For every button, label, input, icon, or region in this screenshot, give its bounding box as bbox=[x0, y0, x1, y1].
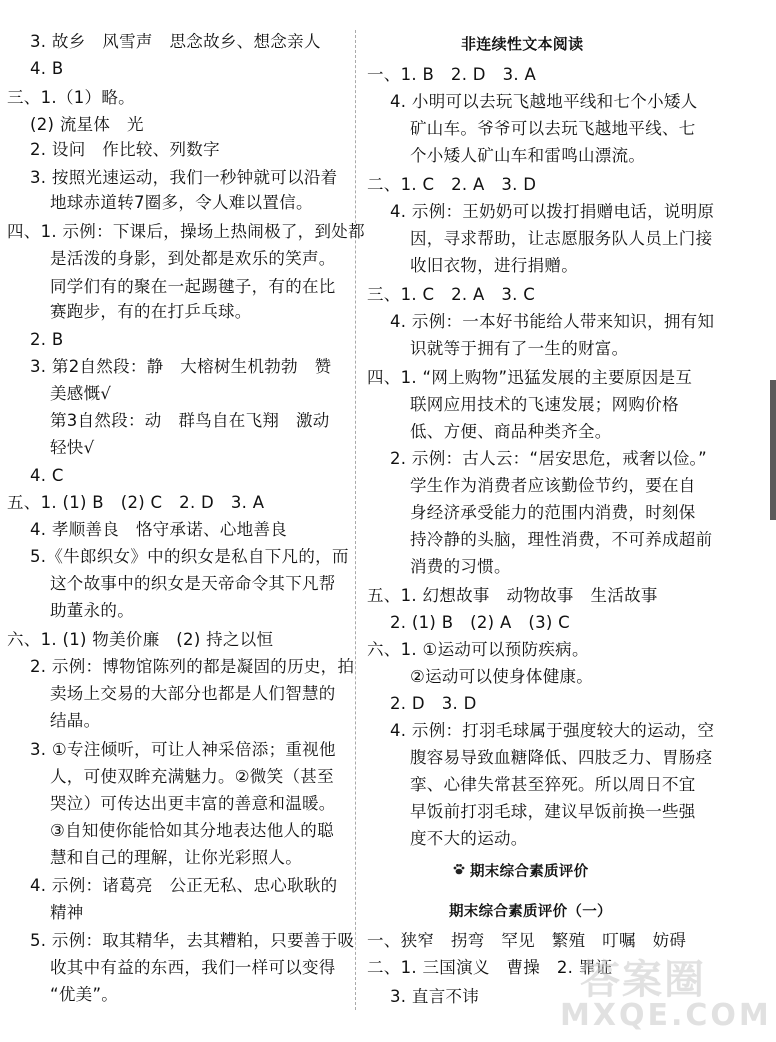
answer-line: 收旧衣物，进行捐赠。 bbox=[410, 256, 578, 275]
answer-line: 4. C bbox=[30, 466, 64, 485]
answer-line: “优美”。 bbox=[50, 985, 119, 1004]
answer-line: 五、1. 幻想故事 动物故事 生活故事 bbox=[367, 586, 658, 605]
answer-line: 是活泼的身影，到处都是欢乐的笑声。 bbox=[50, 249, 336, 268]
answer-line: 一、狭窄 拐弯 罕见 繁殖 叮嘱 妨碍 bbox=[367, 931, 687, 950]
answer-line: 卖场上交易的大部分也都是人们智慧的 bbox=[50, 684, 336, 703]
answer-line: 2. (1) B (2) A (3) C bbox=[390, 613, 570, 632]
answer-line: 挛、心律失常甚至猝死。所以周日不宜 bbox=[410, 775, 696, 794]
answer-line: 轻快√ bbox=[50, 438, 95, 457]
answer-line: 慧和自己的理解，让你光彩照人。 bbox=[50, 848, 302, 867]
answer-line: ③自知使你能恰如其分地表达他人的聪 bbox=[50, 821, 334, 840]
answer-line: 消费的习惯。 bbox=[410, 557, 511, 576]
answer-line: 3. 第2自然段：静 大榕树生机勃勃 赞 bbox=[30, 357, 332, 376]
answer-line: 4. 示例：王奶奶可以拨打捐赠电话，说明原 bbox=[390, 202, 715, 221]
answer-line: 2. B bbox=[30, 330, 64, 349]
answer-line: 四、1. “网上购物”迅猛发展的主要原因是互 bbox=[367, 368, 693, 387]
answer-line: (2) 流星体 光 bbox=[30, 115, 144, 134]
answer-line: 地球赤道转7圈多，令人难以置信。 bbox=[50, 193, 313, 212]
section-title-text: 期末综合素质评价 bbox=[470, 864, 589, 880]
answer-line: 六、1. (1) 物美价廉 (2) 持之以恒 bbox=[7, 630, 274, 649]
answer-line: 精神 bbox=[50, 903, 84, 922]
answer-line: 3. 直言不讳 bbox=[390, 987, 480, 1006]
answer-line: 第3自然段：动 群鸟自在飞翔 激动 bbox=[50, 411, 330, 430]
answer-line: 二、1. C 2. A 3. D bbox=[367, 175, 537, 194]
answer-line: 3. 故乡 风雪声 思念故乡、想念亲人 bbox=[30, 32, 321, 51]
answer-line: 收其中有益的东西，我们一样可以变得 bbox=[50, 958, 336, 977]
answer-line: 因，寻求帮助，让志愿服务队人员上门接 bbox=[410, 229, 713, 248]
answer-line: 2. 示例：古人云：“居安思危，戒奢以俭。” bbox=[390, 449, 707, 468]
answer-line: 五、1. (1) B (2) C 2. D 3. A bbox=[7, 493, 265, 512]
paw-icon bbox=[452, 860, 466, 884]
answer-line: 腹容易导致血糖降低、四肢乏力、胃肠痉 bbox=[410, 748, 713, 767]
answer-line: 5. 示例：取其精华，去其糟粕，只要善于吸 bbox=[30, 931, 355, 950]
answer-line: 个小矮人矿山车和雷鸣山漂流。 bbox=[410, 146, 646, 165]
answer-line: 2. 示例：博物馆陈列的都是凝固的历史，拍 bbox=[30, 657, 355, 676]
section-title bbox=[452, 860, 588, 884]
answer-line: 联网应用技术的飞速发展；网购价格 bbox=[410, 395, 679, 414]
answer-line: 4. 孝顺善良 恪守承诺、心地善良 bbox=[30, 520, 288, 539]
answer-line: 学生作为消费者应该勤俭节约，要在自 bbox=[410, 476, 696, 495]
answer-line: 5.《牛郎织女》中的织女是私自下凡的，而 bbox=[30, 547, 349, 566]
answer-line: 度不大的运动。 bbox=[410, 829, 528, 848]
answer-line: 这个故事中的织女是天帝命令其下凡帮 bbox=[50, 574, 336, 593]
answer-line: 人，可使双眸充满魅力。②微笑（甚至 bbox=[50, 767, 334, 786]
column-divider bbox=[355, 30, 356, 1010]
answer-line: 4. B bbox=[30, 59, 64, 78]
section-header: 非连续性文本阅读 bbox=[461, 35, 584, 53]
answer-line: 4. 示例：诸葛亮 公正无私、忠心耿耿的 bbox=[30, 876, 338, 895]
page-edge-tab bbox=[770, 380, 776, 520]
watermark-url: MXQE.COM bbox=[560, 998, 772, 1033]
answer-line: ②运动可以使身体健康。 bbox=[410, 667, 594, 686]
answer-line: 哭泣）可传达出更丰富的善意和温暖。 bbox=[50, 794, 336, 813]
subsection-title: 期末综合素质评价（一） bbox=[449, 904, 612, 920]
answer-line: 助董永的。 bbox=[50, 601, 134, 620]
answer-line: 3. 按照光速运动，我们一秒钟就可以沿着 bbox=[30, 168, 338, 187]
answer-line: 结晶。 bbox=[50, 711, 101, 730]
answer-line: 一、1. B 2. D 3. A bbox=[367, 65, 537, 84]
answer-line: 持冷静的头脑，理性消费，不可养成超前 bbox=[410, 530, 713, 549]
answer-line: 四、1. 示例：下课后，操场上热闹极了，到处都 bbox=[7, 222, 365, 241]
answer-line: 识就等于拥有了一生的财富。 bbox=[410, 339, 629, 358]
answer-line: 赛跑步，有的在打乒乓球。 bbox=[50, 302, 252, 321]
answer-line: 3. ①专注倾听，可让人神采倍添；重视他 bbox=[30, 740, 336, 759]
answer-line: 2. D 3. D bbox=[390, 694, 477, 713]
answer-line: 二、1. 三国演义 曹操 2. 罪证 bbox=[367, 958, 613, 977]
answer-line: 4. 示例：打羽毛球属于强度较大的运动，空 bbox=[390, 721, 715, 740]
answer-line: 低、方便、商品种类齐全。 bbox=[410, 422, 612, 441]
answer-line: 六、1. ①运动可以预防疾病。 bbox=[367, 640, 589, 659]
answer-line: 三、1.（1）略。 bbox=[7, 88, 135, 107]
answer-line: 4. 示例：一本好书能给人带来知识，拥有知 bbox=[390, 312, 715, 331]
answer-line: 4. 小明可以去玩飞越地平线和七个小矮人 bbox=[390, 92, 698, 111]
answer-line: 身经济承受能力的范围内消费，时刻保 bbox=[410, 503, 696, 522]
answer-line: 三、1. C 2. A 3. C bbox=[367, 285, 536, 304]
watermark-logo: 答案圈 bbox=[580, 957, 706, 1003]
answer-line: 美感慨√ bbox=[50, 384, 112, 403]
answer-line: 矿山车。爷爷可以去玩飞越地平线、七 bbox=[410, 119, 696, 138]
answer-line: 同学们有的聚在一起踢毽子，有的在比 bbox=[50, 277, 336, 296]
answer-line: 2. 设问 作比较、列数字 bbox=[30, 140, 220, 159]
answer-line: 早饭前打羽毛球，建议早饭前换一些强 bbox=[410, 802, 696, 821]
